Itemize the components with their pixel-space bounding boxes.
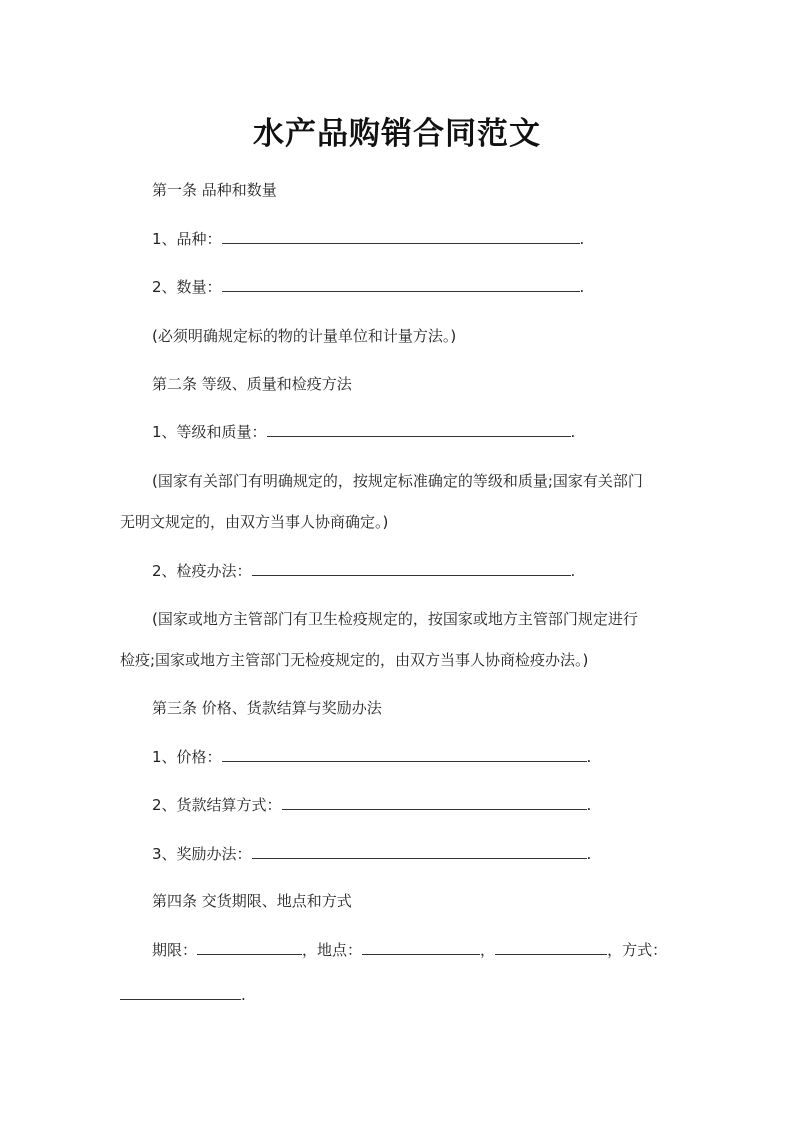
period: .: [579, 278, 585, 296]
delivery-fields: [152, 940, 667, 960]
article-2-note-1b: 无明文规定的，由双方当事人协商确定。): [120, 513, 389, 531]
price-blank[interactable]: [222, 747, 587, 762]
article-3-heading: 第三条 价格、货款结算与奖励办法: [152, 699, 382, 717]
article-2-note-2a: (国家或地方主管部门有卫生检疫规定的，按国家或地方主管部门规定进行: [152, 610, 638, 628]
period: .: [586, 748, 592, 766]
grade-quality-label: 1、等级和质量：: [152, 423, 267, 441]
quantity-label: 2、数量：: [152, 278, 222, 296]
method-label: 方式：: [622, 941, 668, 959]
quarantine-label: 2、检疫办法：: [152, 562, 252, 580]
place-blank-2[interactable]: [495, 940, 607, 955]
period: .: [570, 423, 576, 441]
grade-quality-blank[interactable]: [267, 422, 571, 437]
payment-blank[interactable]: [282, 795, 587, 810]
period: .: [241, 986, 246, 1004]
method-field: [120, 985, 246, 1005]
reward-label: 3、奖励办法：: [152, 845, 252, 863]
quantity-blank[interactable]: [222, 277, 580, 292]
variety-field: [152, 229, 584, 249]
comma: ，: [607, 941, 623, 959]
price-label: 1、价格：: [152, 748, 222, 766]
article-1-note: (必须明确规定标的物的计量单位和计量方法。): [152, 327, 457, 345]
comma: ，: [480, 941, 496, 959]
article-2-heading: 第二条 等级、质量和检疫方法: [152, 375, 352, 393]
variety-blank[interactable]: [222, 229, 580, 244]
article-2-note-2b: 检疫;国家或地方主管部门无检疫规定的，由双方当事人协商检疫办法。): [120, 651, 589, 669]
article-1-heading: 第一条 品种和数量: [152, 181, 277, 199]
price-field: [152, 747, 591, 767]
period: .: [570, 562, 576, 580]
period: .: [586, 796, 592, 814]
payment-label: 2、货款结算方式：: [152, 796, 282, 814]
quarantine-field: [152, 561, 575, 581]
period: .: [586, 845, 592, 863]
term-blank[interactable]: [197, 940, 302, 955]
article-2-note-1a: (国家有关部门有明确规定的，按规定标准确定的等级和质量;国家有关部门: [152, 472, 643, 490]
grade-quality-field: [152, 422, 575, 442]
payment-field: [152, 795, 591, 815]
document-title: 水产品购销合同范文: [253, 116, 541, 152]
place-blank[interactable]: [362, 940, 480, 955]
quantity-field: [152, 277, 584, 297]
term-label: 期限：: [152, 941, 198, 959]
method-blank[interactable]: [120, 985, 241, 1000]
comma: ，: [302, 941, 318, 959]
variety-label: 1、品种：: [152, 230, 222, 248]
place-label: 地点：: [317, 941, 363, 959]
reward-field: [152, 844, 591, 864]
period: .: [579, 230, 585, 248]
article-4-heading: 第四条 交货期限、地点和方式: [152, 892, 352, 910]
quarantine-blank[interactable]: [252, 561, 571, 576]
reward-blank[interactable]: [252, 844, 587, 859]
